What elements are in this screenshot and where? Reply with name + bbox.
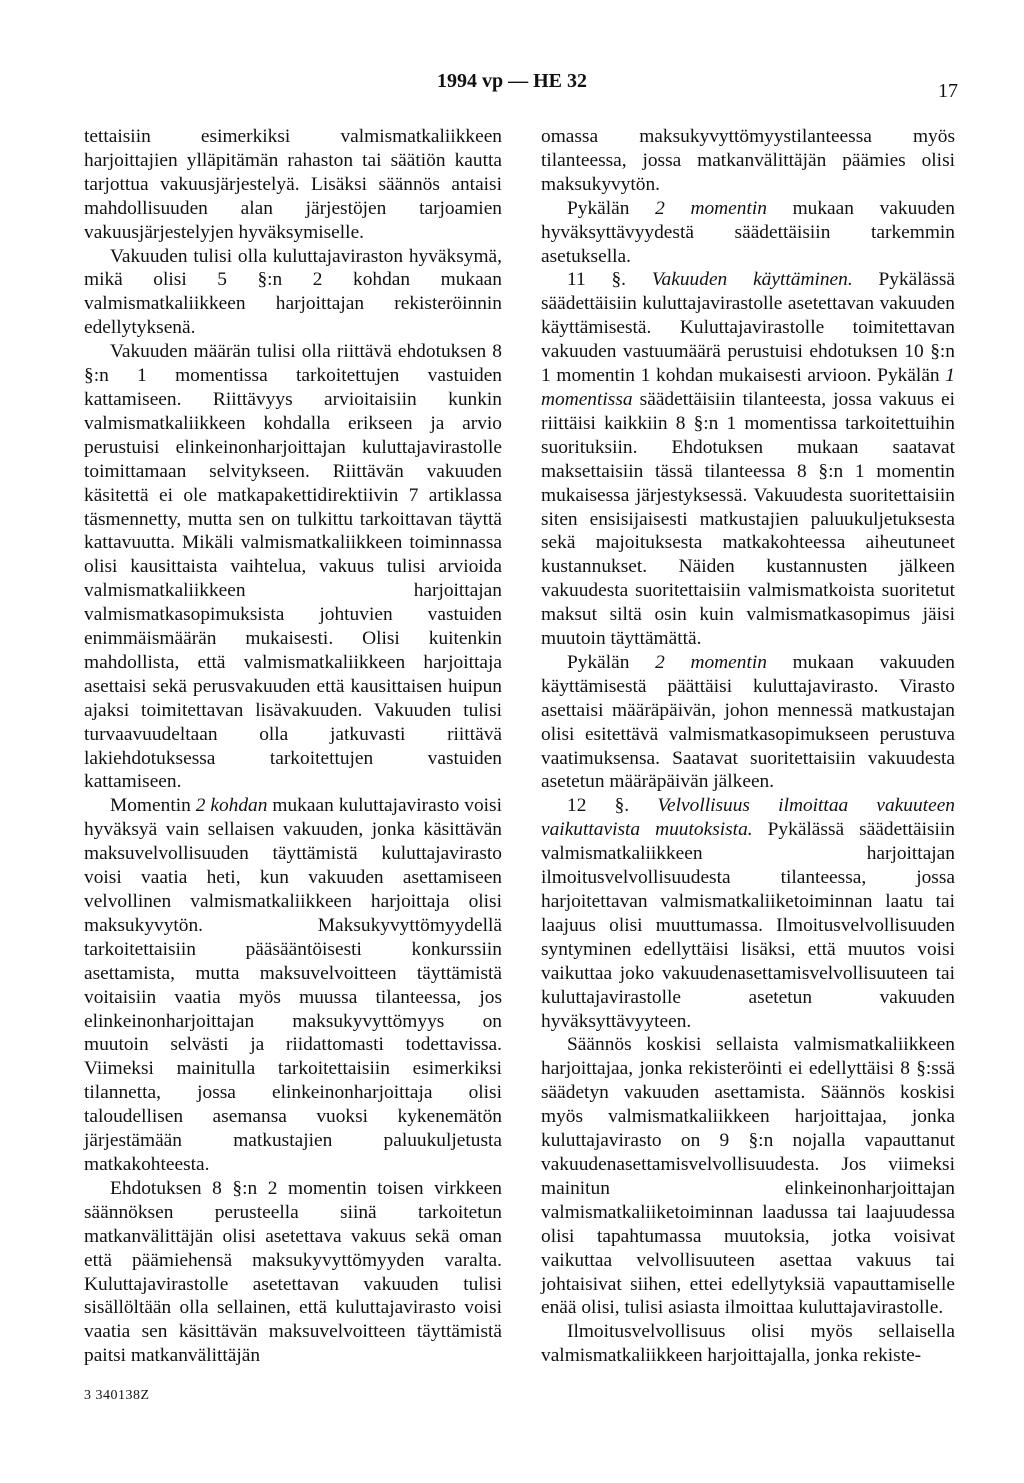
footer-code: 3 340138Z <box>84 1388 150 1403</box>
text-run: mukaan vakuuden käyttämisestä päättäisi kuluttajavirasto. Virasto asettaisi määräpäivän, johon mennessä matkustajan olisi esitettävä valmismatkasopimukseen perustuva vaatimuksensa. Saatavat suoritettaisiin vakuudesta asetetun määräpäivän jälkeen. <box>541 651 955 793</box>
paragraph <box>541 651 955 794</box>
text-run: säädettäisiin tilanteesta, jossa vakuus ei riittäisi kaikkiin 8 §:n 1 momentissa tarkoitettuihin suorituksiin. Ehdotuksen mukaan saatavat maksettaisiin tässä tilanteessa 8 §:n 1 momentin mukaisessa järjestyksessä. Vakuudesta suoritettaisiin siten ensisijaisesti matkustajien paluukuljetuksesta sekä majoituksesta matkakohteessa aiheutuneet kustannukset. Näiden kustannusten jälkeen vakuudesta suoritettaisiin valmismatkoista suoritetut maksut siltä osin kuin valmismatkasopimus jäisi muutoin täyttämättä. <box>541 388 955 650</box>
left-column <box>84 125 502 1368</box>
paragraph: Säännös koskisi sellaista valmismatkaliikkeen harjoittajaa, jonka rekisteröinti ei edellyttäisi 8 §:ssä säädetyn vakuuden asettamista. Säännös koskisi myös valmismatkaliikkeen harjoittajaa, jonka kuluttajavirasto on 9 §:n nojalla vapauttanut vakuudenasettamisvelvollisuudesta. Jos viimeksi mainitun elinkeinonharjoittajan valmismatkaliiketoiminnan laadussa tai laajuudessa olisi tapahtumassa muutoksia, jotka voisivat vaikuttaa velvollisuuteen asettaa vakuus tai johtaisivat siihen, ettei edellytyksiä vapauttamiselle enää olisi, tulisi asiasta ilmoittaa kuluttajavirastolle. <box>541 1034 955 1319</box>
paragraph: omassa maksukyvyttömyystilanteessa myös tilanteessa, jossa matkanvälittäjän päämies olisi maksukyvytön. <box>541 126 955 195</box>
paragraph: Vakuuden tulisi olla kuluttajaviraston hyväksymä, mikä olisi 5 §:n 2 kohdan mukaan valmismatkaliikkeen harjoittajan rekisteröinnin edellytyksenä. <box>84 245 502 339</box>
paragraph: Ehdotuksen 8 §:n 2 momentin toisen virkkeen säännöksen perusteella siinä tarkoitetun matkanvälittäjän olisi asetettava vakuus sekä oman että päämiehensä maksukyvyttömyyden varalta. Kuluttajavirastolle asetettavan vakuuden tulisi sisällöltään olla sellainen, että kuluttajavirasto voisi vaatia sen käsittävän maksuvelvoitteen täyttämistä paitsi matkanvälittäjän <box>84 1177 502 1367</box>
paragraph: tettaisiin esimerkiksi valmismatkaliikkeen harjoittajien ylläpitämän rahaston tai säätiön kautta tarjottua vakuusjärjestelyä. Lisäksi säännös antaisi mahdollisuuden alan järjestöjen tarjoamien vakuusjärjestelyjen hyväksymiselle. <box>84 126 502 243</box>
paragraph <box>84 794 502 1177</box>
emphasis: 2 momentin <box>655 651 767 673</box>
page-header <box>0 66 1024 102</box>
paragraph <box>541 197 955 269</box>
section-number: 12 §. <box>567 795 658 817</box>
page-number: 17 <box>938 80 958 102</box>
paragraph: Ilmoitusvelvollisuus olisi myös sellaisella valmismatkaliikkeen harjoittajalla, jonka rekiste- <box>541 1321 955 1367</box>
paragraph <box>541 794 955 1033</box>
text-run: Momentin <box>110 795 196 817</box>
text-run: Pykälän <box>567 651 656 673</box>
section-heading: Vakuuden käyttäminen. <box>651 269 853 291</box>
running-title: 1994 vp — HE 32 <box>436 70 588 92</box>
text-run: mukaan vakuuden hyväksyttävyydestä säädettäisiin tarkemmin asetuksella. <box>541 197 955 267</box>
emphasis: 2 kohdan <box>195 795 268 817</box>
right-column <box>541 125 955 1368</box>
section-heading: Velvollisuus ilmoittaa vakuuteen vaikuttavista muutoksista. <box>541 795 955 841</box>
emphasis: 1 momentissa <box>541 365 955 410</box>
paragraph: Vakuuden määrän tulisi olla riittävä ehdotuksen 8 §:n 1 momentissa tarkoitettujen vastuiden kattamiseen. Riittävyys arvioitaisiin kunkin valmismatkaliikkeen kohdalla erikseen ja arvio perustuisi elinkeinonharjoittajan kuluttajavirastolle toimittamaan selvitykseen. Riittävän vakuuden käsitettä ei ole matkapakettidirektiivin 7 artiklassa täsmennetty, mutta sen on tulkittu tarkoittavan täyttä kattavuutta. Mikäli valmismatkaliikkeen toiminnassa olisi kausittaista vaihtelua, vakuus tulisi arvioida valmismatkaliikkeen harjoittajan valmismatkasopimuksista johtuvien vastuiden enimmäismäärän mukaisesti. Olisi kuitenkin mahdollista, että valmismatkaliikkeen harjoittaja asettaisi sekä perusvakuuden että kausittaisen huipun ajaksi toimitettavan lisävakuuden. Vakuuden tulisi turvaavuudeltaan olla jatkuvasti riittävä lakiehdotuksessa tarkoitettujen vastuiden kattamiseen. <box>84 341 502 793</box>
paragraph <box>541 268 955 651</box>
emphasis: 2 momentin <box>655 197 767 219</box>
text-run: Pykälässä säädettäisiin kuluttajavirastolle asetettavan vakuuden käyttämisestä. Kuluttajavirastolle toimitettavan vakuuden vastuumäärä perustuisi ehdotuksen 10 §:n 1 momentin 1 kohdan mukaisesti arvioon. Pykälän <box>541 269 955 387</box>
text-run: Pykälässä säädettäisiin valmismatkaliikkeen harjoittajan ilmoitusvelvollisuudesta tilanteessa, jossa harjoitettavan valmismatkaliiketoiminnan laatu tai laajuus olisi muuttumassa. Ilmoitusvelvollisuuden syntyminen edellyttäisi lisäksi, että muutos voisi vaikuttaa joko vakuudenasettamisvelvollisuuteen tai kuluttajavirastolle asetetun vakuuden hyväksyttävyyteen. <box>541 819 955 1032</box>
text-run: Pykälän <box>567 197 656 219</box>
text-run: mukaan kuluttajavirasto voisi hyväksyä vain sellaisen vakuuden, jonka käsittävän maksuvelvollisuuden täyttämistä kuluttajavirasto voisi vaatia heti, kun vakuuden asettamiseen velvollinen valmismatkaliikkeen harjoittaja olisi maksukyvytön. Maksukyvyttömyydellä tarkoitettaisiin pääsääntöisesti konkurssiin asettamista, mutta maksuvelvoitteen täyttämistä voitaisiin vaatia myös muussa tilanteessa, jos elinkeinonharjoittajan maksukyvyttömyys on muutoin selvästi ja riidattomasti todettavissa. Viimeksi mainitulla tarkoitettaisiin esimerkiksi tilannetta, jossa elinkeinonharjoittaja olisi taloudellisen asemansa vuoksi kykenemätön järjestämään matkustajien paluukuljetusta matkakohteesta. <box>84 795 502 1175</box>
section-number: 11 §. <box>567 269 652 291</box>
